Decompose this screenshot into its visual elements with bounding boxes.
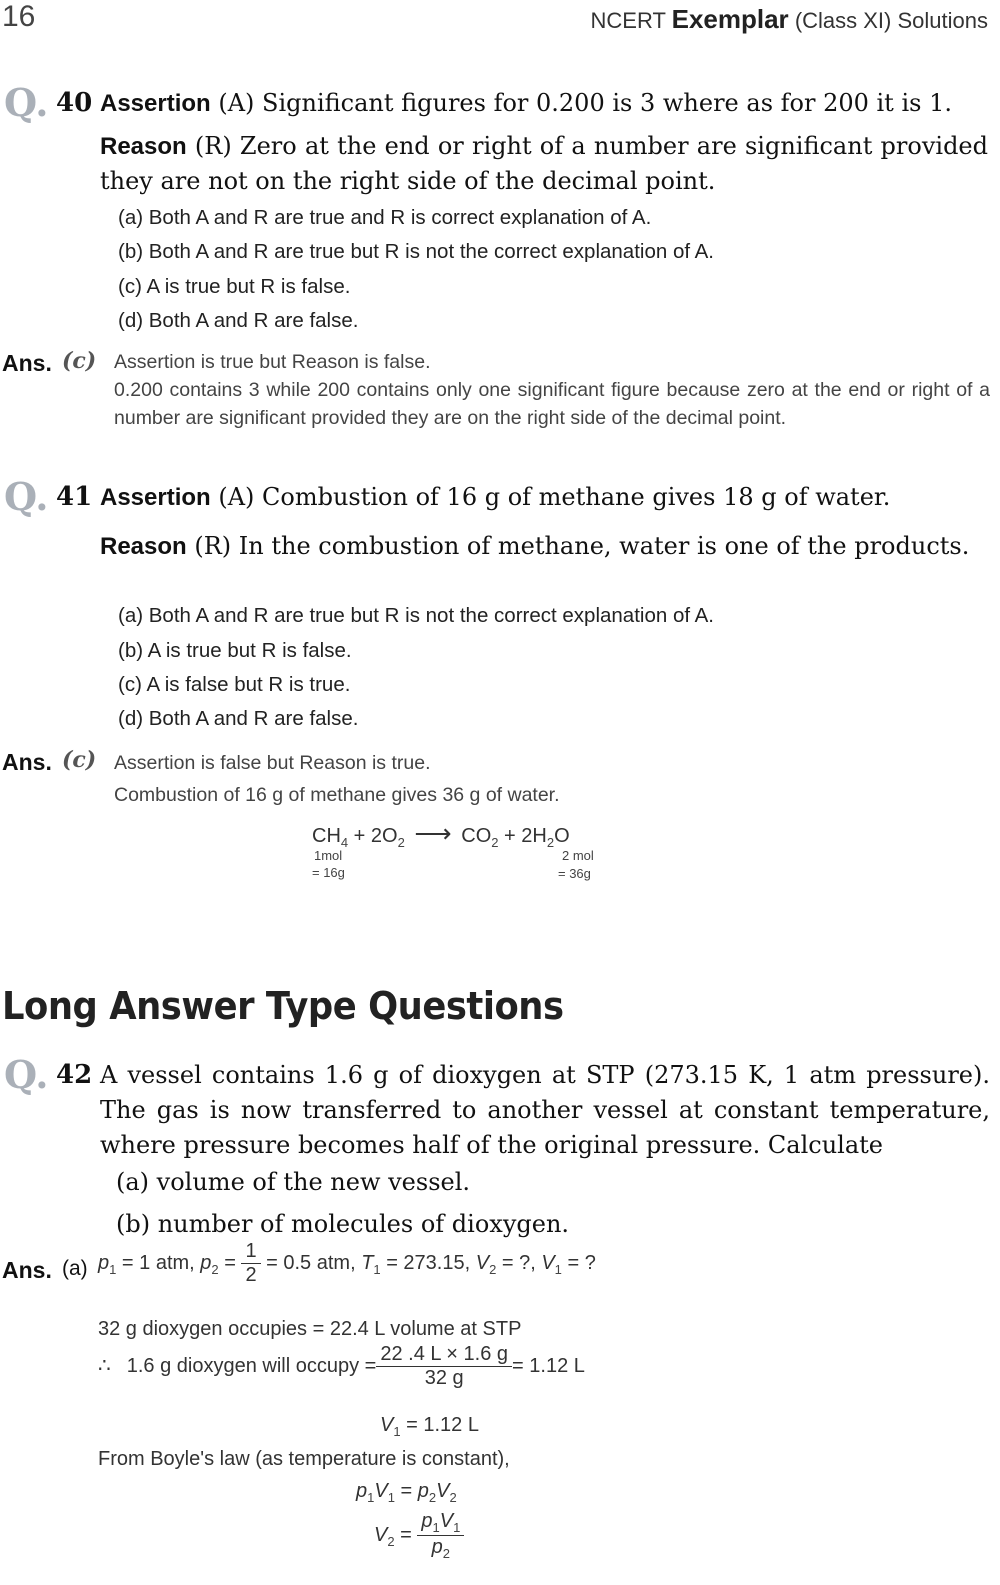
section-heading: Long Answer Type Questions	[2, 984, 564, 1028]
q40-option-c: (c) A is true but R is false.	[118, 275, 351, 298]
q42-answer-label: Ans.	[2, 1257, 52, 1283]
q41-mark: Q.	[4, 474, 49, 519]
q40-answer-line-2: 0.200 contains 3 while 200 contains only one significant figure because zero at the end or right of a number are significant provided they are on the right side of the decimal point.	[114, 379, 990, 429]
occupy-fraction: $\frac{22 .4 L \times 1.6 g}{32 g}$	[376, 1343, 512, 1390]
boyle-equation: $p_1V_1 = p_2V_2$	[356, 1480, 457, 1505]
reaction-arrow: ⟶	[414, 818, 452, 848]
q40-assertion-keyword: Assertion	[100, 90, 211, 117]
q41-assertion-keyword: Assertion	[100, 484, 211, 511]
page-number: 16	[2, 0, 36, 33]
q41-answer-option: (c)	[62, 747, 97, 773]
q41-answer-label: Ans.	[2, 749, 52, 775]
q42-number: 42	[56, 1060, 93, 1090]
q40-option-d: (d) Both A and R are false.	[118, 309, 359, 332]
q42-answer-part: (a)	[62, 1257, 88, 1280]
q40-answer-line-1: Assertion is true but Reason is false.	[114, 351, 431, 373]
water-mol-note: 2 mol	[562, 848, 594, 863]
q40-reason-text: (R) Zero at the end or right of a number are significant provided they are not on the right side of the decimal point.	[100, 132, 988, 195]
q40-answer-label: Ans.	[2, 350, 52, 376]
q42-given-values: $p_1 = 1$ atm, $p_2$ = $\frac{1}{2}$ = 0.5 atm, $T_1 = 273.15$, $V_2$ = ?, $V_1$ = ?	[98, 1240, 596, 1286]
q41-answer-text	[114, 747, 990, 811]
q42-boyle-line: From Boyle's law (as temperature is constant),	[98, 1448, 510, 1470]
q40-assertion-text: (A) Significant figures for 0.200 is 3 where as for 200 it is 1.	[218, 89, 952, 117]
q41-option-d: (d) Both A and R are false.	[118, 707, 359, 730]
q42-occupy-line: ∴ 1.6 g dioxygen will occupy = $\frac{22 .4 L \times 1.6 g}{32 g}$ = 1.12 L	[98, 1343, 585, 1389]
q40-option-b: (b) Both A and R are true but R is not the correct explanation of A.	[118, 240, 714, 263]
q42-stp-line: 32 g dioxygen occupies = 22.4 L volume at STP	[98, 1318, 522, 1340]
methane-mass-note: = 16g	[312, 865, 345, 880]
q41-option-a: (a) Both A and R are true but R is not the correct explanation of A.	[118, 604, 714, 627]
q42-mark: Q.	[4, 1052, 49, 1097]
q41-reason-keyword: Reason	[100, 533, 187, 560]
q40-statement	[100, 86, 988, 198]
q41-statement	[100, 480, 988, 564]
q41-answer-line-1: Assertion is false but Reason is true.	[114, 752, 431, 774]
q41-option-b: (b) A is true but R is false.	[118, 639, 352, 662]
q40-number: 40	[56, 88, 93, 118]
q41-answer-line-2: Combustion of 16 g of methane gives 36 g of water.	[114, 784, 560, 806]
q40-answer-text	[114, 348, 990, 432]
q42-v1-line: $V_1 = 1.12$ L	[380, 1414, 479, 1439]
q41-option-c: (c) A is false but R is true.	[118, 673, 351, 696]
q40-reason-keyword: Reason	[100, 133, 187, 160]
book-title-bold: Exemplar	[671, 4, 789, 34]
book-suffix: (Class XI) Solutions	[794, 8, 988, 33]
q42-sub-b: (b) number of molecules of dioxygen.	[116, 1210, 570, 1238]
q40-option-a: (a) Both A and R are true and R is correct explanation of A.	[118, 206, 652, 229]
q40-mark: Q.	[4, 80, 49, 125]
v2-fraction: $\frac{p_1V_1}{p_2}$	[417, 1510, 464, 1561]
q40-answer-option: (c)	[62, 348, 97, 374]
methane-mol-note: 1mol	[314, 848, 343, 863]
q41-reason-text: (R) In the combustion of methane, water is one of the products.	[194, 532, 970, 560]
methane-combustion-equation: $CH_4 + 2O_2$ ⟶ $CO_2 + 2H_2O$	[312, 818, 570, 850]
q42-statement: A vessel contains 1.6 g of dioxygen at STP (273.15 K, 1 atm pressure). The gas is now transferred to another vessel at constant temperature, where pressure becomes half of the original pressure. Calculate	[100, 1061, 990, 1159]
v2-formula: $V_2$ = $\frac{p_1V_1}{p_2}$	[374, 1510, 464, 1561]
half-fraction: $\frac{1}{2}$	[241, 1240, 260, 1287]
running-header	[591, 4, 989, 35]
therefore-symbol: ∴	[98, 1354, 111, 1377]
q41-assertion-text: (A) Combustion of 16 g of methane gives 18 g of water.	[218, 483, 891, 511]
water-mass-note: = 36g	[558, 866, 591, 881]
book-prefix: NCERT	[590, 8, 666, 33]
q41-number: 41	[56, 482, 93, 512]
q42-sub-a: (a) volume of the new vessel.	[116, 1168, 471, 1196]
